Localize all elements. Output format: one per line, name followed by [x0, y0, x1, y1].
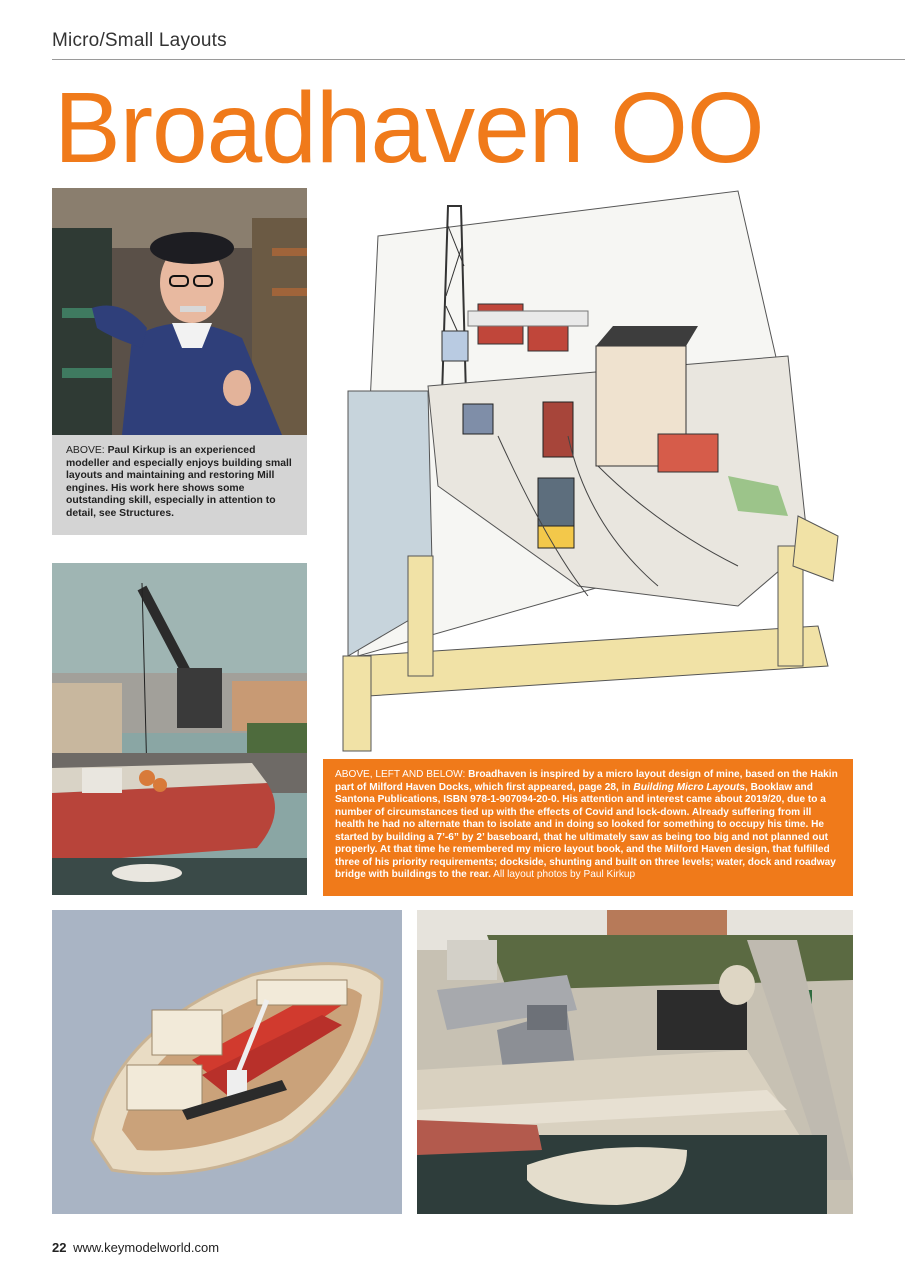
footer-website: www.keymodelworld.com	[73, 1240, 220, 1255]
caption-lead: ABOVE:	[66, 445, 108, 456]
photo-card-model-hull	[52, 910, 402, 1214]
page-number: 22	[52, 1240, 67, 1255]
caption-body-part2: , Booklaw and Santona Publications, ISBN 978-1-907094-20-0. His attention and interest came about 2019/20, due to a number of circumstances tied up with the effects of Covid and lock-down. Already suffering from ill health he had no alternate than to isolate and in doing so looked for something to occupy his time. He started by building a 7’-6” by 2’ baseboard, that he ultimately saw as being too big and not planned out properly. At that time he remembered my micro layout book, and the Milford Haven design, that fulfilled three of his priority requirements; dockside, shunting and built on three levels; water, dock and roadway bridge with buildings to the rear.	[335, 781, 836, 880]
page-footer	[52, 1240, 219, 1255]
header-rule	[52, 59, 905, 60]
article-title: Broadhaven OO	[54, 72, 764, 184]
photo-dock-layout	[417, 910, 853, 1214]
photo-credit: All layout photos by Paul Kirkup	[490, 869, 636, 880]
caption-body: Paul Kirkup is an experienced modeller and especially enjoys building small layouts and maintaining and restoring Mill engines. His work here shows some outstanding skill, especially in attention to detail, see Structures.	[66, 445, 292, 519]
book-title: Building Micro Layouts	[633, 781, 745, 793]
photo-modeller-portrait	[52, 188, 307, 435]
drawing-layout-sketch	[338, 186, 858, 754]
caption-lead: ABOVE, LEFT AND BELOW:	[335, 769, 469, 780]
caption-body-part1: Broadhaven is inspired by a micro layout design of mine, based on the Hakin part of Milford Haven Docks, which first appeared, page 28, in	[335, 769, 838, 793]
caption-modeller	[52, 435, 307, 535]
caption-layout-story	[323, 759, 853, 896]
photo-crane-ship	[52, 563, 307, 895]
section-label: Micro/Small Layouts	[52, 30, 227, 51]
